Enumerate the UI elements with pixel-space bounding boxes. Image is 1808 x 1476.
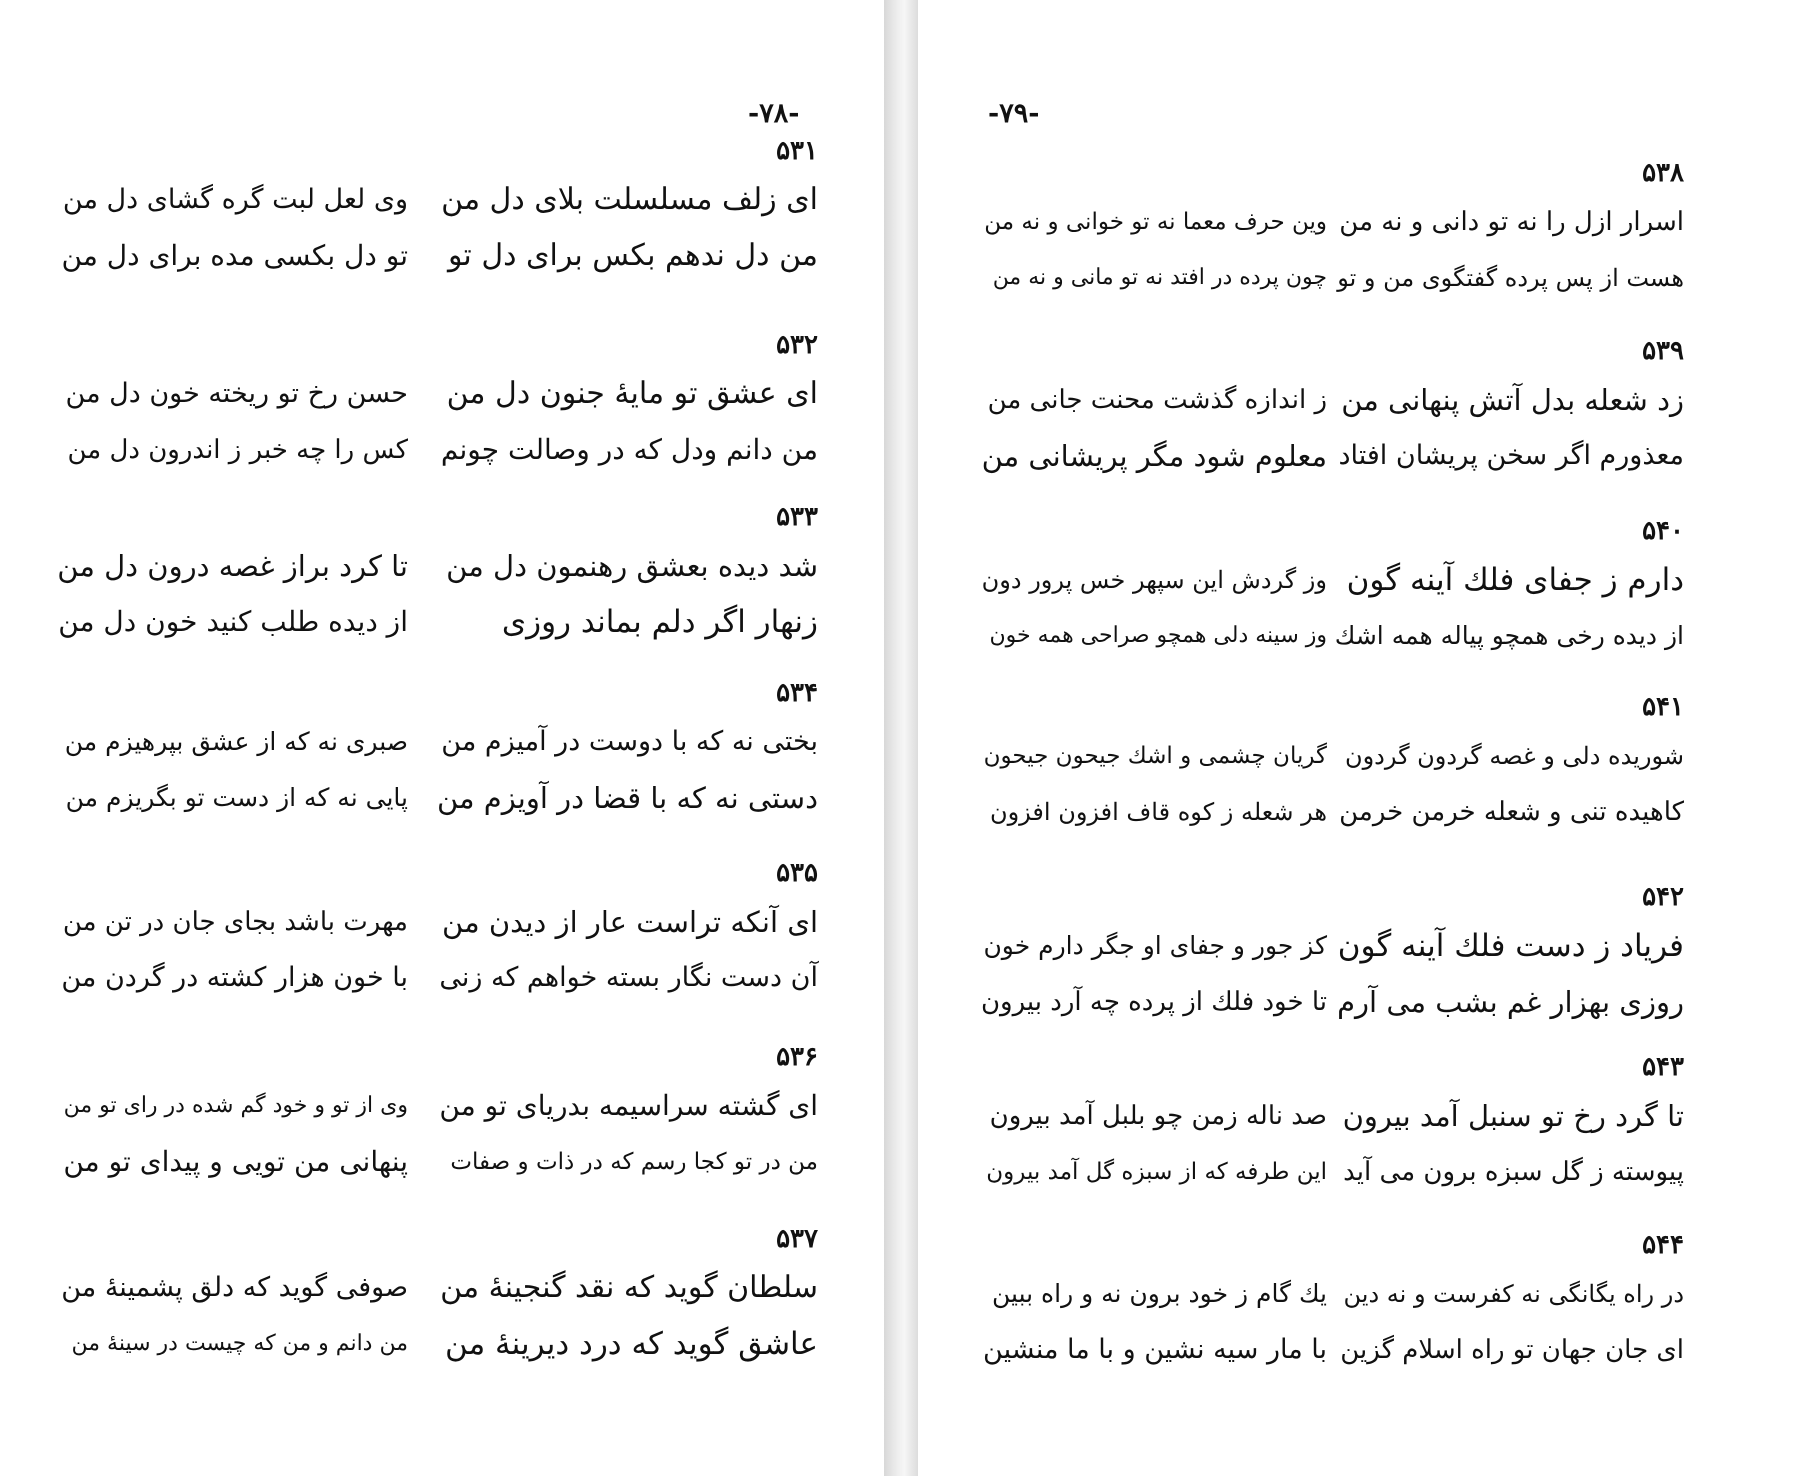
hemistich: معذورم اگر سخن پریشان افتاد — [1338, 440, 1684, 471]
quatrain-number: ۵۳۸ — [1642, 158, 1684, 188]
quatrain-number: ۵۳۷ — [776, 1224, 818, 1254]
quatrain-number: ۵۴۲ — [1642, 882, 1684, 912]
verse-line — [982, 372, 1684, 428]
hemistich: زد شعله بدل آتش پنهانی من — [1341, 383, 1684, 417]
right-page — [918, 0, 1808, 1476]
quatrain — [58, 1222, 818, 1372]
hemistich: ز اندازه گذشت محنت جانی من — [987, 385, 1327, 415]
hemistich: تا کرد براز غصه درون دل من — [57, 549, 408, 583]
book-gutter — [884, 0, 918, 1476]
hemistich: صد ناله زمن چو بلبل آمد بیرون — [989, 1101, 1327, 1131]
quatrain — [58, 676, 818, 826]
verse-line — [982, 1266, 1684, 1322]
hemistich: هر شعله ز کوه قاف افزون افزون — [989, 798, 1327, 826]
verse-line — [982, 608, 1684, 664]
hemistich: هست از پس پرده گفتگوی من و تو — [1337, 264, 1684, 292]
hemistich: ای زلف مسلسلت بلای دل من — [441, 182, 818, 217]
hemistich: عاشق گوید که درد دیرینهٔ من — [444, 1326, 818, 1362]
quatrain — [982, 156, 1684, 306]
hemistich: اسرار ازل را نه تو دانی و نه من — [1339, 207, 1684, 237]
verse-line — [982, 250, 1684, 306]
hemistich: بختی نه که با دوست در آمیزم من — [441, 726, 818, 757]
quatrain — [982, 1050, 1684, 1200]
hemistich: دارم ز جفای فلك آینه گون — [1346, 562, 1684, 598]
quatrain-number: ۵۴۴ — [1642, 1230, 1684, 1260]
quatrain — [58, 134, 818, 284]
hemistich: چون پرده در افتد نه تو مانی و نه من — [992, 265, 1327, 290]
verse-line — [58, 366, 818, 422]
hemistich: من دانم ودل که در وصالت چونم — [440, 433, 818, 466]
quatrain — [982, 514, 1684, 664]
hemistich: تا خود فلك از پرده چه آرد بیرون — [980, 987, 1327, 1017]
hemistich: شد دیده بعشق رهنمون دل من — [446, 549, 818, 583]
hemistich: پایی نه که از دست تو بگریزم من — [65, 783, 408, 812]
left-page — [0, 0, 884, 1476]
verse-line — [982, 728, 1684, 784]
hemistich: حسن رخ تو ریخته خون دل من — [65, 378, 408, 409]
quatrain-number: ۵۳۹ — [1642, 336, 1684, 366]
verse-line — [982, 1088, 1684, 1144]
hemistich: صبری نه که از عشق بپرهیزم من — [64, 727, 408, 756]
verse-line — [58, 950, 818, 1006]
verse-line — [58, 1078, 818, 1134]
quatrain — [58, 328, 818, 478]
verse-line — [982, 1322, 1684, 1378]
hemistich: با خون هزار کشته در گردن من — [61, 962, 408, 993]
verse-line — [982, 974, 1684, 1030]
hemistich: در راه یگانگی نه کفرست و نه دین — [1343, 1280, 1684, 1308]
quatrain — [982, 1228, 1684, 1378]
verse-line — [982, 784, 1684, 840]
hemistich: من در تو کجا رسم که در ذات و صفات — [450, 1149, 818, 1175]
verse-line — [58, 1134, 818, 1190]
verse-line — [58, 1260, 818, 1316]
hemistich: زنهار اگر دلم بماند روزی — [501, 604, 818, 640]
quatrain-number: ۵۴۳ — [1642, 1052, 1684, 1082]
quatrain-number: ۵۳۱ — [776, 136, 818, 166]
hemistich: ای عشق تو مایهٔ جنون دل من — [446, 376, 818, 411]
hemistich: وی از تو و خود گم شده در رای تو من — [63, 1093, 408, 1118]
hemistich: کس را چه خبر ز اندرون دل من — [67, 435, 408, 465]
hemistich: من دانم و من که چیست در سینهٔ من — [71, 1331, 408, 1356]
hemistich: دستی نه که با قضا در آویزم من — [436, 781, 818, 815]
hemistich: شوریده دلی و غصه گردون گردون — [1344, 742, 1684, 770]
hemistich: ای گشته سراسیمه بدریای تو من — [439, 1089, 818, 1122]
quatrain — [982, 690, 1684, 840]
hemistich: این طرفه که از سبزه گل آمد بیرون — [986, 1159, 1327, 1185]
verse-line — [982, 552, 1684, 608]
quatrain-number: ۵۳۶ — [776, 1042, 818, 1072]
hemistich: با مار سیه نشین و با ما منشین — [983, 1334, 1327, 1365]
page-number: -۷۹- — [988, 98, 1040, 129]
hemistich: پنهانی من تویی و پیدای تو من — [63, 1145, 408, 1178]
hemistich: روزی بهزار غم بشب می آرم — [1337, 985, 1684, 1019]
quatrain — [58, 856, 818, 1006]
verse-line — [982, 1144, 1684, 1200]
quatrain — [982, 880, 1684, 1030]
hemistich: سلطان گوید که نقد گنجینهٔ من — [440, 1270, 818, 1305]
hemistich: معلوم شود مگر پریشانی من — [981, 439, 1327, 473]
hemistich: آن دست نگار بسته خواهم که زنی — [439, 962, 818, 993]
verse-line — [58, 594, 818, 650]
quatrain-number: ۵۳۴ — [776, 678, 818, 708]
hemistich: وین حرف معما نه تو خوانی و نه من — [984, 209, 1327, 235]
hemistich: مهرت باشد بجای جان در تن من — [62, 907, 408, 937]
hemistich: از دیده رخی همچو پیاله همه اشك — [1334, 621, 1684, 650]
verse-line — [982, 918, 1684, 974]
quatrain-number: ۵۳۳ — [776, 502, 818, 532]
verse-line — [58, 1316, 818, 1372]
verse-line — [58, 228, 818, 284]
hemistich: وی لعل لبت گره گشای دل من — [62, 184, 408, 215]
page-number: -۷۸- — [748, 98, 800, 129]
verse-line — [58, 172, 818, 228]
hemistich: ای جان جهان تو راه اسلام گزین — [1340, 1335, 1684, 1365]
hemistich: کاهیده تنی و شعله خرمن خرمن — [1339, 797, 1684, 827]
hemistich: وز سینه دلی همچو صراحی همه خون — [989, 623, 1327, 648]
quatrain — [982, 334, 1684, 484]
hemistich: یك گام ز خود برون نه و راه ببین — [992, 1279, 1327, 1308]
hemistich: پیوسته ز گل سبزه برون می آید — [1343, 1157, 1684, 1187]
verse-line — [58, 770, 818, 826]
quatrain-number: ۵۳۵ — [776, 858, 818, 888]
hemistich: گریان چشمی و اشك جیحون جیحون — [983, 743, 1327, 769]
hemistich: صوفی گوید که دلق پشمینهٔ من — [61, 1272, 408, 1303]
quatrain-number: ۵۴۰ — [1642, 516, 1684, 546]
verse-line — [982, 194, 1684, 250]
quatrain-number: ۵۴۱ — [1642, 692, 1684, 722]
hemistich: فریاد ز دست فلك آینه گون — [1337, 928, 1684, 964]
hemistich: ای آنکه تراست عار از دیدن من — [442, 905, 818, 939]
hemistich: تا گرد رخ تو سنبل آمد بیرون — [1342, 1099, 1684, 1133]
hemistich: وز گردش این سپهر خس پرور دون — [981, 566, 1327, 594]
verse-line — [58, 538, 818, 594]
verse-line — [58, 422, 818, 478]
hemistich: من دل ندهم بکس برای دل تو — [447, 238, 818, 273]
verse-line — [58, 894, 818, 950]
quatrain — [58, 500, 818, 650]
hemistich: تو دل بکسی مده برای دل من — [61, 239, 408, 272]
quatrain-number: ۵۳۲ — [776, 330, 818, 360]
hemistich: از دیده طلب کنید خون دل من — [58, 605, 408, 638]
verse-line — [982, 428, 1684, 484]
hemistich: کز جور و جفای او جگر دارم خون — [983, 931, 1327, 960]
quatrain — [58, 1040, 818, 1190]
verse-line — [58, 714, 818, 770]
